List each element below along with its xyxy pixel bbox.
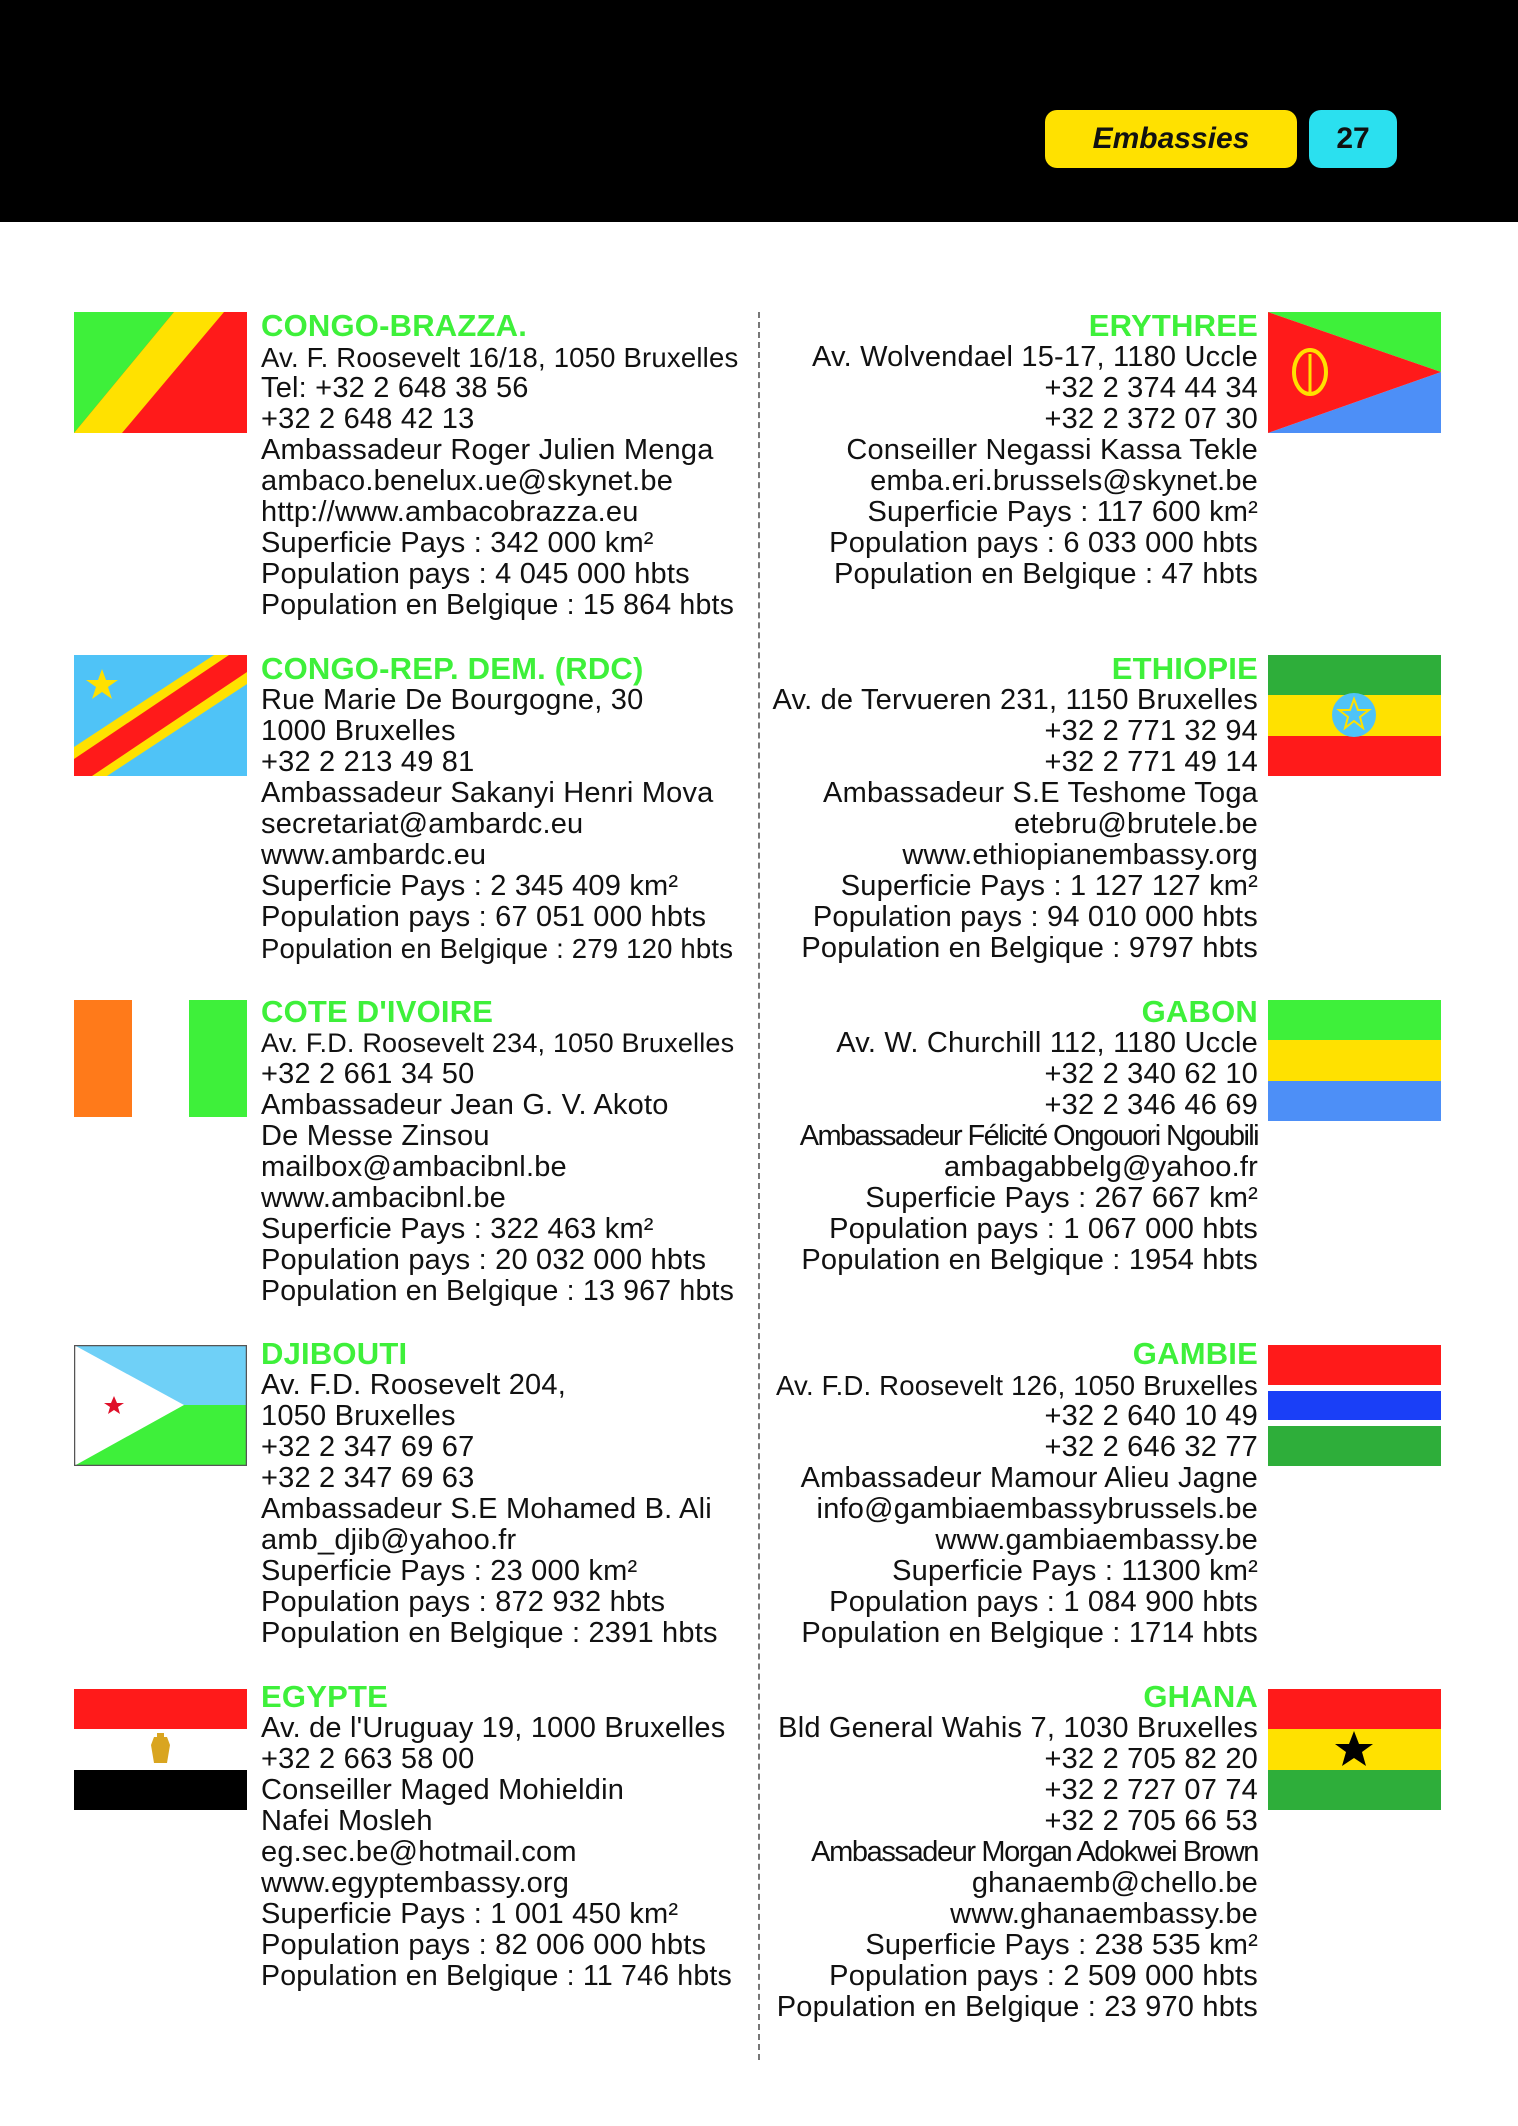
population: Population pays : 4 045 000 hbts (261, 558, 690, 590)
ambassador: Ambassadeur S.E Teshome Toga (823, 777, 1258, 809)
website: www.gambiaembassy.be (935, 1524, 1258, 1556)
phone: +32 2 347 69 67 (261, 1431, 475, 1463)
website: http://www.ambacobrazza.eu (261, 496, 639, 528)
address: Rue Marie De Bourgogne, 30 (261, 684, 644, 716)
population: Population pays : 82 006 000 hbts (261, 1929, 707, 1961)
phone: +32 2 640 10 49 (1044, 1400, 1258, 1432)
population: Population pays : 1 067 000 hbts (829, 1213, 1258, 1245)
population-belgium: Population en Belgique : 9797 hbts (801, 932, 1258, 964)
area: Superficie Pays : 1 127 127 km² (840, 870, 1258, 902)
ambassador: De Messe Zinsou (261, 1120, 490, 1152)
population: Population pays : 6 033 000 hbts (829, 527, 1258, 559)
embassy-entry-egypte (261, 1681, 739, 1992)
ambassador: Conseiller Negassi Kassa Tekle (846, 434, 1258, 466)
email: info@gambiaembassybrussels.be (816, 1493, 1258, 1525)
area: Superficie Pays : 267 667 km² (865, 1182, 1258, 1214)
area: Superficie Pays : 238 535 km² (865, 1929, 1258, 1961)
population: Population pays : 20 032 000 hbts (261, 1244, 707, 1276)
ambassador: Ambassadeur Jean G. V. Akoto (261, 1089, 669, 1121)
embassy-entry-gambie (770, 1338, 1258, 1649)
address: Av. Wolvendael 15-17, 1180 Uccle (812, 341, 1258, 373)
email: amb_djib@yahoo.fr (261, 1524, 517, 1556)
address: 1000 Bruxelles (261, 715, 456, 747)
embassy-entry-cote-divoire (261, 996, 739, 1307)
population: Population pays : 1 084 900 hbts (829, 1586, 1258, 1618)
phone: +32 2 648 42 13 (261, 403, 475, 435)
ambassador: Ambassadeur Roger Julien Menga (261, 434, 714, 466)
embassy-entry-congo-brazza (261, 310, 739, 621)
population-belgium: Population en Belgique : 1714 hbts (801, 1617, 1258, 1649)
area: Superficie Pays : 23 000 km² (261, 1555, 638, 1587)
drc-flag-icon (74, 655, 247, 776)
country-name: GHANA (1143, 1679, 1258, 1714)
phone: +32 2 705 66 53 (1044, 1805, 1258, 1837)
embassy-entry-congo-rdc (261, 653, 739, 964)
ambassador: Ambassadeur Félicité Ongouori Ngoubili (799, 1120, 1258, 1152)
website: www.ambacibnl.be (261, 1182, 506, 1214)
population-belgium: Population en Belgique : 279 120 hbts (261, 933, 734, 964)
email: emba.eri.brussels@skynet.be (870, 465, 1258, 497)
phone: Tel: +32 2 648 38 56 (261, 372, 529, 404)
eritrea-flag-icon (1268, 312, 1441, 433)
ambassador: Nafei Mosleh (261, 1805, 433, 1837)
gambia-flag-icon (1268, 1345, 1441, 1466)
address: Av. F.D. Roosevelt 204, (261, 1369, 566, 1401)
website: www.ghanaembassy.be (950, 1898, 1258, 1930)
area: Superficie Pays : 117 600 km² (867, 496, 1258, 528)
country-name: GAMBIE (1132, 1336, 1258, 1371)
population-belgium: Population en Belgique : 15 864 hbts (261, 589, 735, 621)
phone: +32 2 727 07 74 (1044, 1774, 1258, 1806)
country-name: ERYTHREE (1088, 308, 1258, 343)
population-belgium: Population en Belgique : 47 hbts (834, 558, 1258, 590)
email: ambagabbelg@yahoo.fr (944, 1151, 1258, 1183)
population-belgium: Population en Belgique : 2391 hbts (261, 1617, 718, 1649)
address: Av. F. Roosevelt 16/18, 1050 Bruxelles (261, 342, 739, 373)
email: secretariat@ambardc.eu (261, 808, 584, 840)
ghana-flag-icon (1268, 1689, 1441, 1810)
address: 1050 Bruxelles (261, 1400, 456, 1432)
column-divider (758, 312, 760, 2060)
egypt-flag-icon (74, 1689, 247, 1810)
country-name: COTE D'IVOIRE (261, 994, 494, 1029)
phone: +32 2 374 44 34 (1044, 372, 1258, 404)
address: Av. F.D. Roosevelt 126, 1050 Bruxelles (776, 1370, 1258, 1401)
website: www.ethiopianembassy.org (902, 839, 1258, 871)
phone: +32 2 347 69 63 (261, 1462, 475, 1494)
country-name: EGYPTE (261, 1679, 388, 1714)
ethiopia-flag-icon (1268, 655, 1441, 776)
embassy-entry-erythree (770, 310, 1258, 590)
area: Superficie Pays : 322 463 km² (261, 1213, 654, 1245)
population-belgium: Population en Belgique : 11 746 hbts (261, 1960, 732, 1992)
email: ambaco.benelux.ue@skynet.be (261, 465, 674, 497)
phone: +32 2 213 49 81 (261, 746, 475, 778)
phone: +32 2 771 32 94 (1044, 715, 1258, 747)
country-name: DJIBOUTI (261, 1336, 408, 1371)
phone: +32 2 346 46 69 (1044, 1089, 1258, 1121)
population-belgium: Population en Belgique : 1954 hbts (801, 1244, 1258, 1276)
website: www.egyptembassy.org (261, 1867, 570, 1899)
phone: +32 2 372 07 30 (1044, 403, 1258, 435)
phone: +32 2 340 62 10 (1044, 1058, 1258, 1090)
embassy-entry-ghana (770, 1681, 1258, 2023)
population: Population pays : 872 932 hbts (261, 1586, 666, 1618)
email: mailbox@ambacibnl.be (261, 1151, 567, 1183)
website: www.ambardc.eu (261, 839, 487, 871)
congo-brazzaville-flag-icon (74, 312, 247, 433)
address: Bld General Wahis 7, 1030 Bruxelles (778, 1712, 1258, 1744)
djibouti-flag-icon (74, 1345, 247, 1466)
ambassador: Ambassadeur Morgan Adokwei Brown (811, 1836, 1258, 1868)
population: Population pays : 2 509 000 hbts (829, 1960, 1258, 1992)
phone: +32 2 661 34 50 (261, 1058, 475, 1090)
ambassador: Ambassadeur S.E Mohamed B. Ali (261, 1493, 712, 1525)
ambassador: Conseiller Maged Mohieldin (261, 1774, 625, 1806)
address: Av. F.D. Roosevelt 234, 1050 Bruxelles (261, 1028, 735, 1058)
address: Av. W. Churchill 112, 1180 Uccle (836, 1027, 1258, 1059)
cote-divoire-flag-icon (74, 1000, 247, 1117)
section-title-tab: Embassies (1045, 110, 1297, 168)
embassy-entry-gabon (770, 996, 1258, 1276)
population-belgium: Population en Belgique : 23 970 hbts (776, 1991, 1258, 2023)
area: Superficie Pays : 11300 km² (892, 1555, 1258, 1587)
phone: +32 2 771 49 14 (1044, 746, 1258, 778)
embassy-entry-djibouti (261, 1338, 739, 1649)
page-number: 27 (1309, 110, 1397, 168)
ambassador: Ambassadeur Sakanyi Henri Mova (261, 777, 714, 809)
gabon-flag-icon (1268, 1000, 1441, 1121)
country-name: GABON (1141, 994, 1258, 1029)
area: Superficie Pays : 342 000 km² (261, 527, 654, 559)
phone: +32 2 663 58 00 (261, 1743, 475, 1775)
area: Superficie Pays : 1 001 450 km² (261, 1898, 679, 1930)
population-belgium: Population en Belgique : 13 967 hbts (261, 1275, 735, 1307)
embassy-entry-ethiopie (770, 653, 1258, 964)
ambassador: Ambassadeur Mamour Alieu Jagne (800, 1462, 1258, 1494)
country-name: CONGO-REP. DEM. (RDC) (261, 651, 644, 686)
email: eg.sec.be@hotmail.com (261, 1836, 577, 1868)
email: ghanaemb@chello.be (971, 1867, 1258, 1899)
population: Population pays : 67 051 000 hbts (261, 901, 707, 933)
address: Av. de Tervueren 231, 1150 Bruxelles (772, 684, 1258, 716)
area: Superficie Pays : 2 345 409 km² (261, 870, 679, 902)
address: Av. de l'Uruguay 19, 1000 Bruxelles (261, 1712, 726, 1744)
country-name: CONGO-BRAZZA. (261, 308, 528, 343)
phone: +32 2 646 32 77 (1044, 1431, 1258, 1463)
population: Population pays : 94 010 000 hbts (812, 901, 1258, 933)
email: etebru@brutele.be (1013, 808, 1258, 840)
phone: +32 2 705 82 20 (1044, 1743, 1258, 1775)
country-name: ETHIOPIE (1111, 651, 1258, 686)
